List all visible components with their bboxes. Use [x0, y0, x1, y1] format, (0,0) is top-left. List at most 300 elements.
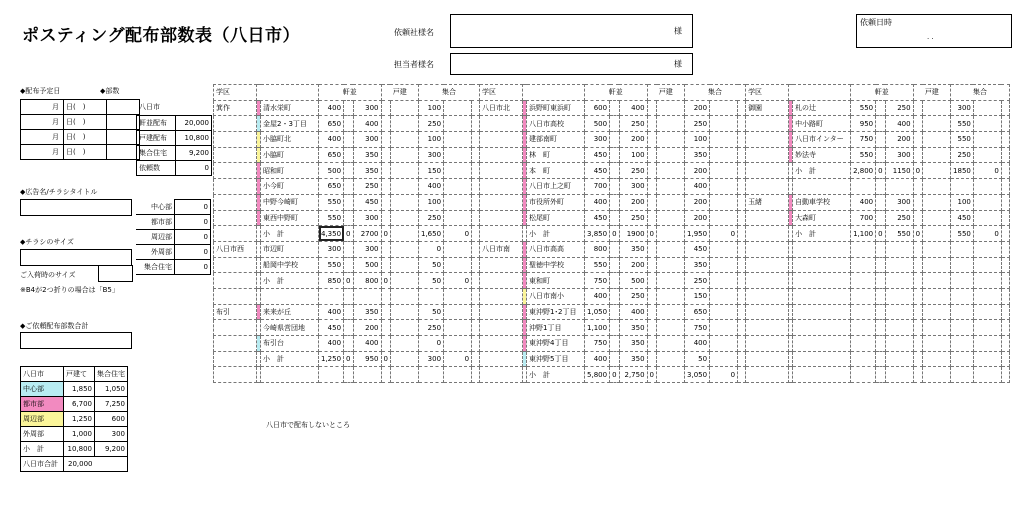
all-requested[interactable]	[876, 367, 885, 383]
area-name[interactable]: 林 町	[527, 147, 585, 163]
all-count[interactable]: 700	[851, 210, 876, 226]
apartment-requested[interactable]	[973, 100, 1001, 116]
all-requested[interactable]	[610, 163, 619, 179]
apartment-count[interactable]: 250	[418, 320, 443, 336]
apartment-requested[interactable]	[973, 288, 1001, 304]
all-count[interactable]: 550	[851, 100, 876, 116]
all-requested[interactable]	[344, 320, 353, 336]
area-name[interactable]: 小脇町北	[261, 132, 319, 148]
area-name[interactable]: 市役所外町	[527, 194, 585, 210]
area-value[interactable]: 0	[175, 260, 211, 275]
house-requested[interactable]: 0	[381, 226, 390, 242]
area-name[interactable]: 小 計	[261, 351, 319, 367]
area-name[interactable]	[793, 257, 851, 273]
all-count[interactable]: 400	[585, 351, 610, 367]
house-requested[interactable]	[647, 210, 656, 226]
apartment-count[interactable]: 200	[685, 163, 710, 179]
area-name[interactable]	[793, 241, 851, 257]
all-count[interactable]: 550	[319, 194, 344, 210]
apartment-count[interactable]	[951, 288, 974, 304]
all-count[interactable]: 650	[319, 116, 344, 132]
house-requested[interactable]: 0	[381, 351, 390, 367]
schedule-day[interactable]: 日( )	[64, 130, 107, 145]
apartment-count[interactable]: 550	[951, 132, 974, 148]
house-requested[interactable]	[381, 116, 390, 132]
schedule-copies[interactable]	[107, 130, 140, 145]
all-requested[interactable]	[610, 100, 619, 116]
apartment-count[interactable]: 1850	[951, 163, 974, 179]
house-requested[interactable]	[381, 367, 390, 383]
apartment-requested[interactable]	[973, 147, 1001, 163]
apartment-requested[interactable]	[710, 336, 738, 352]
apartment-requested[interactable]: 0	[973, 226, 1001, 242]
all-count[interactable]	[319, 367, 344, 383]
apartment-count[interactable]	[951, 336, 974, 352]
all-requested[interactable]	[344, 367, 353, 383]
area-name[interactable]: 沖野1丁目	[527, 320, 585, 336]
apartment-requested[interactable]	[710, 147, 738, 163]
apartment-count[interactable]: 200	[685, 210, 710, 226]
apartment-count[interactable]	[418, 288, 443, 304]
house-requested[interactable]	[913, 194, 922, 210]
all-requested[interactable]	[344, 210, 353, 226]
house-count[interactable]: 350	[353, 163, 381, 179]
apartment-requested[interactable]: 0	[444, 351, 472, 367]
house-count[interactable]: 200	[619, 194, 647, 210]
all-count[interactable]: 650	[319, 179, 344, 195]
house-requested[interactable]	[913, 273, 922, 289]
all-count[interactable]	[851, 304, 876, 320]
apartment-count[interactable]: 100	[418, 100, 443, 116]
house-requested[interactable]	[913, 179, 922, 195]
house-count[interactable]: 350	[619, 241, 647, 257]
house-requested[interactable]	[647, 288, 656, 304]
all-requested[interactable]	[876, 100, 885, 116]
house-requested[interactable]	[381, 163, 390, 179]
apartment-count[interactable]: 1,950	[685, 226, 710, 242]
house-count[interactable]	[885, 241, 913, 257]
house-count[interactable]: 400	[353, 336, 381, 352]
house-count[interactable]: 400	[619, 304, 647, 320]
apartment-requested[interactable]	[710, 132, 738, 148]
house-requested[interactable]	[647, 194, 656, 210]
house-count[interactable]: 250	[885, 100, 913, 116]
apartment-requested[interactable]	[710, 320, 738, 336]
all-count[interactable]: 400	[319, 304, 344, 320]
all-requested[interactable]	[876, 132, 885, 148]
all-count[interactable]	[851, 320, 876, 336]
house-requested[interactable]	[913, 100, 922, 116]
all-requested[interactable]	[876, 336, 885, 352]
house-count[interactable]: 950	[353, 351, 381, 367]
schedule-month[interactable]: 月	[21, 130, 64, 145]
house-requested[interactable]	[647, 116, 656, 132]
apartment-requested[interactable]	[444, 132, 472, 148]
apartment-count[interactable]: 550	[951, 226, 974, 242]
area-name[interactable]: 東沖野1･2丁目	[527, 304, 585, 320]
apartment-requested[interactable]	[710, 194, 738, 210]
house-requested[interactable]	[381, 210, 390, 226]
house-count[interactable]: 350	[619, 351, 647, 367]
apartment-count[interactable]: 50	[418, 273, 443, 289]
area-name[interactable]	[793, 179, 851, 195]
area-name[interactable]: 小 計	[793, 163, 851, 179]
all-count[interactable]: 550	[319, 257, 344, 273]
area-name[interactable]: 東沖野5丁目	[527, 351, 585, 367]
area-name[interactable]: 八日市上之町	[527, 179, 585, 195]
all-count[interactable]: 500	[319, 163, 344, 179]
area-name[interactable]: 東沖野4丁目	[527, 336, 585, 352]
schedule-day[interactable]: 日( )	[64, 145, 107, 160]
apartment-requested[interactable]	[710, 273, 738, 289]
all-requested[interactable]	[610, 288, 619, 304]
apartment-requested[interactable]: 0	[710, 226, 738, 242]
area-name[interactable]: 東西中野町	[261, 210, 319, 226]
apartment-count[interactable]: 100	[685, 132, 710, 148]
area-name[interactable]: 自動車学校	[793, 194, 851, 210]
house-count[interactable]: 300	[885, 147, 913, 163]
house-count[interactable]: 300	[353, 241, 381, 257]
house-requested[interactable]	[381, 304, 390, 320]
apartment-requested[interactable]	[973, 257, 1001, 273]
all-requested[interactable]	[610, 336, 619, 352]
area-name[interactable]: 小脇町	[261, 147, 319, 163]
all-requested[interactable]: 0	[344, 273, 353, 289]
all-requested[interactable]	[876, 288, 885, 304]
area-name[interactable]: 八日市インター	[793, 132, 851, 148]
area-name[interactable]: 小今町	[261, 179, 319, 195]
house-requested[interactable]: 0	[381, 273, 390, 289]
house-count[interactable]	[885, 288, 913, 304]
area-name[interactable]: 本 町	[527, 163, 585, 179]
all-count[interactable]: 450	[585, 147, 610, 163]
all-count[interactable]: 400	[585, 288, 610, 304]
all-count[interactable]: 700	[585, 179, 610, 195]
apartment-count[interactable]: 0	[418, 241, 443, 257]
all-count[interactable]: 1,250	[319, 351, 344, 367]
apartment-count[interactable]: 100	[418, 194, 443, 210]
apartment-requested[interactable]	[710, 116, 738, 132]
apartment-requested[interactable]	[444, 147, 472, 163]
apartment-count[interactable]: 200	[685, 100, 710, 116]
house-requested[interactable]	[913, 210, 922, 226]
house-count[interactable]: 300	[353, 132, 381, 148]
apartment-count[interactable]	[951, 257, 974, 273]
all-count[interactable]: 5,800	[585, 367, 610, 383]
all-count[interactable]: 400	[585, 194, 610, 210]
all-count[interactable]: 450	[585, 163, 610, 179]
all-requested[interactable]	[610, 257, 619, 273]
house-count[interactable]: 450	[353, 194, 381, 210]
all-requested[interactable]	[344, 288, 353, 304]
all-count[interactable]: 1,050	[585, 304, 610, 320]
house-count[interactable]	[885, 320, 913, 336]
house-count[interactable]: 250	[619, 116, 647, 132]
apartment-count[interactable]: 750	[685, 320, 710, 336]
house-count[interactable]: 300	[619, 179, 647, 195]
delivery-size-field[interactable]	[98, 265, 133, 282]
request-date-box[interactable]	[856, 14, 1012, 48]
house-count[interactable]: 400	[619, 100, 647, 116]
apartment-count[interactable]: 200	[685, 194, 710, 210]
area-name[interactable]: 八日市高高	[527, 241, 585, 257]
house-requested[interactable]	[381, 100, 390, 116]
house-requested[interactable]	[647, 163, 656, 179]
area-name[interactable]: 小 計	[261, 273, 319, 289]
all-requested[interactable]	[344, 179, 353, 195]
house-count[interactable]	[353, 367, 381, 383]
all-count[interactable]: 750	[585, 273, 610, 289]
apartment-requested[interactable]	[973, 210, 1001, 226]
house-requested[interactable]	[381, 147, 390, 163]
apartment-requested[interactable]	[973, 351, 1001, 367]
apartment-count[interactable]: 450	[951, 210, 974, 226]
all-requested[interactable]	[876, 304, 885, 320]
area-name[interactable]: 妙法寺	[793, 147, 851, 163]
apartment-requested[interactable]: 0	[444, 273, 472, 289]
all-requested[interactable]	[610, 210, 619, 226]
area-value[interactable]: 0	[175, 245, 211, 260]
all-requested[interactable]	[344, 257, 353, 273]
apartment-count[interactable]: 3,050	[685, 367, 710, 383]
house-count[interactable]: 1900	[619, 226, 647, 242]
area-name[interactable]: 小 計	[527, 367, 585, 383]
area-name[interactable]: 昭和町	[261, 163, 319, 179]
apartment-count[interactable]	[951, 320, 974, 336]
apartment-count[interactable]: 300	[418, 147, 443, 163]
apartment-requested[interactable]	[973, 367, 1001, 383]
house-requested[interactable]	[381, 132, 390, 148]
apartment-count[interactable]	[951, 179, 974, 195]
apartment-count[interactable]	[951, 273, 974, 289]
house-requested[interactable]	[647, 304, 656, 320]
house-count[interactable]: 550	[885, 226, 913, 242]
house-count[interactable]: 400	[885, 116, 913, 132]
apartment-requested[interactable]	[444, 116, 472, 132]
apartment-requested[interactable]	[973, 194, 1001, 210]
area-name[interactable]: 小 計	[793, 226, 851, 242]
apartment-requested[interactable]	[710, 241, 738, 257]
house-count[interactable]: 1150	[885, 163, 913, 179]
house-requested[interactable]: 0	[647, 367, 656, 383]
house-count[interactable]	[885, 304, 913, 320]
area-name[interactable]: 中小路町	[793, 116, 851, 132]
house-count[interactable]	[885, 351, 913, 367]
house-requested[interactable]	[381, 320, 390, 336]
all-requested[interactable]	[344, 147, 353, 163]
all-count[interactable]: 750	[851, 132, 876, 148]
house-count[interactable]: 350	[619, 336, 647, 352]
all-count[interactable]	[851, 241, 876, 257]
all-requested[interactable]	[610, 147, 619, 163]
house-count[interactable]: 2700	[353, 226, 381, 242]
house-count[interactable]: 400	[353, 116, 381, 132]
area-name[interactable]: 布引台	[261, 336, 319, 352]
all-requested[interactable]	[876, 257, 885, 273]
apartment-requested[interactable]: 0	[973, 163, 1001, 179]
size-field[interactable]	[20, 249, 132, 266]
house-requested[interactable]	[913, 320, 922, 336]
all-count[interactable]: 400	[319, 100, 344, 116]
all-requested[interactable]: 0	[876, 226, 885, 242]
house-count[interactable]	[885, 336, 913, 352]
apartment-requested[interactable]	[444, 336, 472, 352]
all-count[interactable]: 400	[851, 194, 876, 210]
all-requested[interactable]	[610, 179, 619, 195]
all-requested[interactable]	[610, 194, 619, 210]
area-name[interactable]: 来来が丘	[261, 304, 319, 320]
all-count[interactable]: 550	[851, 147, 876, 163]
apartment-requested[interactable]	[973, 304, 1001, 320]
all-requested[interactable]	[610, 116, 619, 132]
all-count[interactable]: 400	[319, 336, 344, 352]
all-requested[interactable]: 0	[876, 163, 885, 179]
house-requested[interactable]	[913, 367, 922, 383]
area-name[interactable]: 金屋2・3丁目	[261, 116, 319, 132]
apartment-count[interactable]: 250	[418, 210, 443, 226]
apartment-requested[interactable]	[710, 100, 738, 116]
apartment-count[interactable]: 100	[951, 194, 974, 210]
area-name[interactable]: 松尾町	[527, 210, 585, 226]
apartment-count[interactable]: 550	[951, 116, 974, 132]
apartment-count[interactable]: 350	[685, 147, 710, 163]
area-name[interactable]: 浜野町東浜町	[527, 100, 585, 116]
contact-field[interactable]	[450, 53, 693, 75]
apartment-requested[interactable]	[444, 194, 472, 210]
all-requested[interactable]	[610, 351, 619, 367]
all-requested[interactable]	[610, 241, 619, 257]
area-name[interactable]	[793, 304, 851, 320]
total-copies-field[interactable]	[20, 332, 132, 349]
house-count[interactable]: 350	[353, 147, 381, 163]
house-requested[interactable]	[913, 304, 922, 320]
apartment-requested[interactable]	[444, 320, 472, 336]
area-name[interactable]	[793, 273, 851, 289]
all-count[interactable]: 500	[585, 116, 610, 132]
apartment-count[interactable]	[951, 241, 974, 257]
all-count[interactable]	[851, 351, 876, 367]
area-name[interactable]	[793, 336, 851, 352]
apartment-requested[interactable]	[444, 288, 472, 304]
house-count[interactable]: 250	[885, 210, 913, 226]
all-count[interactable]: 450	[585, 210, 610, 226]
all-requested[interactable]: 0	[344, 226, 353, 242]
apartment-count[interactable]: 1,650	[418, 226, 443, 242]
apartment-requested[interactable]	[710, 210, 738, 226]
house-requested[interactable]	[647, 100, 656, 116]
area-name[interactable]: 聖徳中学校	[527, 257, 585, 273]
house-requested[interactable]	[913, 147, 922, 163]
house-count[interactable]: 300	[885, 194, 913, 210]
apartment-count[interactable]: 50	[685, 351, 710, 367]
area-name[interactable]	[793, 351, 851, 367]
apartment-count[interactable]: 0	[418, 336, 443, 352]
all-requested[interactable]	[344, 100, 353, 116]
all-count[interactable]: 750	[585, 336, 610, 352]
area-value[interactable]: 0	[175, 230, 211, 245]
house-requested[interactable]	[381, 288, 390, 304]
house-requested[interactable]: 0	[647, 226, 656, 242]
apartment-requested[interactable]	[444, 257, 472, 273]
apartment-count[interactable]: 250	[951, 147, 974, 163]
house-count[interactable]: 500	[353, 257, 381, 273]
all-requested[interactable]: 0	[610, 367, 619, 383]
apartment-requested[interactable]: 0	[710, 367, 738, 383]
apartment-requested[interactable]	[710, 179, 738, 195]
all-count[interactable]	[851, 179, 876, 195]
all-count[interactable]: 4,350	[319, 226, 344, 242]
house-count[interactable]: 2,750	[619, 367, 647, 383]
all-count[interactable]: 650	[319, 147, 344, 163]
all-count[interactable]: 600	[585, 100, 610, 116]
all-count[interactable]: 800	[585, 241, 610, 257]
area-name[interactable]	[793, 367, 851, 383]
area-name[interactable]: 今崎県営団地	[261, 320, 319, 336]
all-count[interactable]	[851, 273, 876, 289]
apartment-count[interactable]: 250	[685, 273, 710, 289]
apartment-requested[interactable]	[444, 304, 472, 320]
house-count[interactable]: 300	[353, 100, 381, 116]
house-count[interactable]: 500	[619, 273, 647, 289]
house-count[interactable]: 800	[353, 273, 381, 289]
house-count[interactable]	[885, 367, 913, 383]
all-count[interactable]: 3,850	[585, 226, 610, 242]
all-requested[interactable]	[876, 116, 885, 132]
area-name[interactable]: 東和町	[527, 273, 585, 289]
all-requested[interactable]	[344, 241, 353, 257]
all-requested[interactable]	[610, 132, 619, 148]
apartment-count[interactable]: 150	[685, 288, 710, 304]
apartment-count[interactable]: 450	[685, 241, 710, 257]
house-count[interactable]: 200	[353, 320, 381, 336]
house-requested[interactable]: 0	[913, 226, 922, 242]
area-name[interactable]: 札の辻	[793, 100, 851, 116]
all-count[interactable]: 2,800	[851, 163, 876, 179]
house-requested[interactable]	[647, 132, 656, 148]
house-count[interactable]: 250	[353, 179, 381, 195]
house-requested[interactable]	[381, 241, 390, 257]
house-count[interactable]: 250	[619, 163, 647, 179]
apartment-requested[interactable]	[973, 273, 1001, 289]
apartment-count[interactable]	[951, 351, 974, 367]
house-count[interactable]: 300	[353, 210, 381, 226]
apartment-count[interactable]: 650	[685, 304, 710, 320]
house-requested[interactable]	[913, 116, 922, 132]
apartment-count[interactable]: 350	[685, 257, 710, 273]
schedule-day[interactable]: 日( )	[64, 100, 107, 115]
apartment-requested[interactable]	[444, 210, 472, 226]
house-requested[interactable]	[913, 132, 922, 148]
all-count[interactable]: 1,100	[585, 320, 610, 336]
area-name[interactable]: 中野今崎町	[261, 194, 319, 210]
schedule-day[interactable]: 日( )	[64, 115, 107, 130]
schedule-month[interactable]: 月	[21, 145, 64, 160]
apartment-requested[interactable]	[973, 241, 1001, 257]
house-requested[interactable]	[381, 336, 390, 352]
house-requested[interactable]	[913, 241, 922, 257]
area-name[interactable]: 八日市南小	[527, 288, 585, 304]
house-requested[interactable]	[647, 336, 656, 352]
all-count[interactable]: 850	[319, 273, 344, 289]
all-requested[interactable]	[876, 320, 885, 336]
all-requested[interactable]	[344, 304, 353, 320]
apartment-requested[interactable]: 0	[444, 226, 472, 242]
house-count[interactable]: 200	[619, 257, 647, 273]
all-count[interactable]: 400	[319, 132, 344, 148]
apartment-count[interactable]: 400	[685, 179, 710, 195]
all-requested[interactable]: 0	[610, 226, 619, 242]
house-requested[interactable]	[647, 320, 656, 336]
